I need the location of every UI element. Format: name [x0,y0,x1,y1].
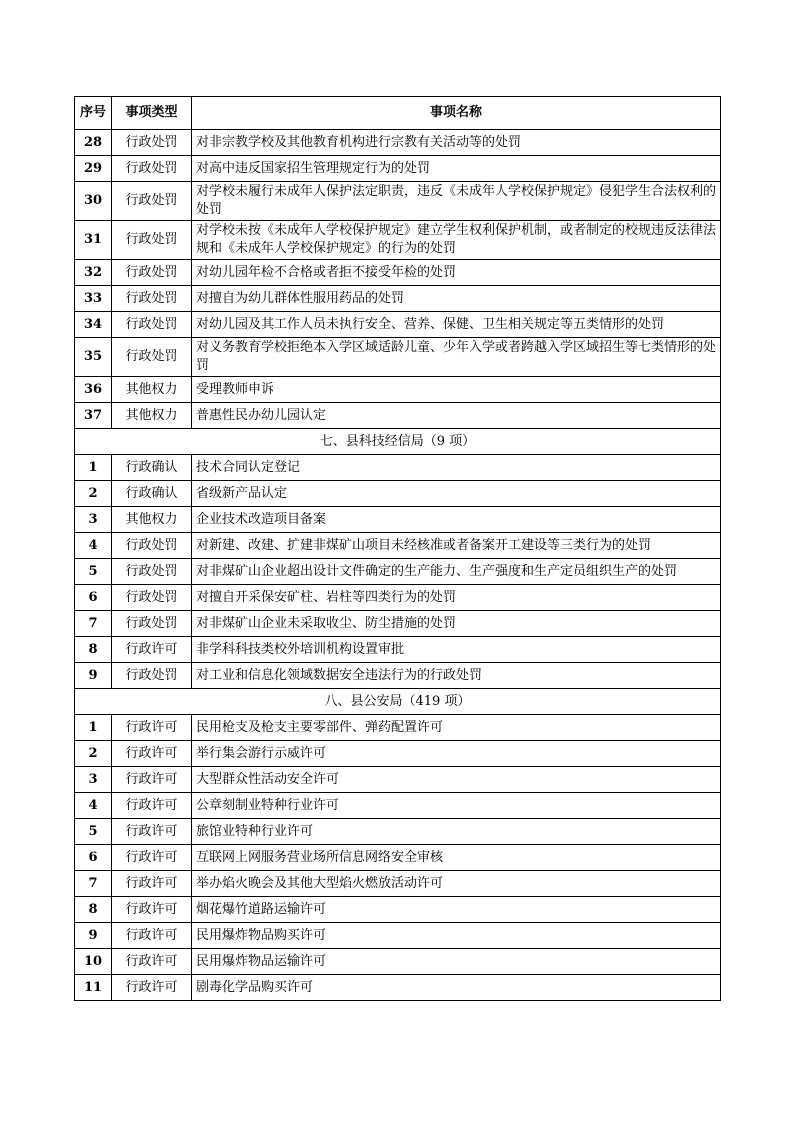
item-type: 行政处罚 [112,559,192,585]
item-name: 对非煤矿山企业超出设计文件确定的生产能力、生产强度和生产定员组织生产的处罚 [192,559,721,585]
table-row [75,377,721,403]
item-name: 企业技术改造项目备案 [192,507,721,533]
table-row [75,767,721,793]
item-type: 行政处罚 [112,182,192,221]
item-type: 行政处罚 [112,663,192,689]
row-number: 9 [75,663,112,689]
table-row [75,663,721,689]
table-row [75,975,721,1001]
row-number: 10 [75,949,112,975]
item-name: 对学校未履行未成年人保护法定职责，违反《未成年人学校保护规定》侵犯学生合法权利的处罚 [192,182,721,221]
item-name: 互联网上网服务营业场所信息网络安全审核 [192,845,721,871]
table-row [75,286,721,312]
table-row [75,637,721,663]
item-name: 烟花爆竹道路运输许可 [192,897,721,923]
item-type: 行政许可 [112,819,192,845]
item-type: 行政许可 [112,871,192,897]
item-name: 对幼儿园年检不合格或者拒不接受年检的处罚 [192,260,721,286]
item-name: 对义务教育学校拒绝本入学区域适龄儿童、少年入学或者跨越入学区域招生等七类情形的处罚 [192,338,721,377]
item-name: 对擅自开采保安矿柱、岩柱等四类行为的处罚 [192,585,721,611]
item-name: 剧毒化学品购买许可 [192,975,721,1001]
table-row [75,559,721,585]
item-name: 技术合同认定登记 [192,455,721,481]
row-number: 2 [75,741,112,767]
item-name: 对非煤矿山企业未采取收尘、防尘措施的处罚 [192,611,721,637]
table-row [75,260,721,286]
row-number: 5 [75,559,112,585]
item-name: 举行集会游行示威许可 [192,741,721,767]
table-row [75,819,721,845]
table-row [75,715,721,741]
item-type: 行政许可 [112,741,192,767]
item-type: 行政处罚 [112,156,192,182]
row-number: 1 [75,715,112,741]
row-number: 4 [75,793,112,819]
table-row [75,338,721,377]
header-no: 序号 [75,97,112,130]
item-type: 行政许可 [112,949,192,975]
table-row [75,741,721,767]
row-number: 34 [75,312,112,338]
row-number: 6 [75,585,112,611]
item-type: 其他权力 [112,507,192,533]
table-row [75,923,721,949]
row-number: 7 [75,871,112,897]
row-number: 7 [75,611,112,637]
row-number: 11 [75,975,112,1001]
item-name: 对工业和信息化领域数据安全违法行为的行政处罚 [192,663,721,689]
item-name: 举办焰火晚会及其他大型焰火燃放活动许可 [192,871,721,897]
table-row [75,507,721,533]
item-type: 行政处罚 [112,130,192,156]
header-name: 事项名称 [192,97,721,130]
row-number: 3 [75,767,112,793]
item-name: 对新建、改建、扩建非煤矿山项目未经核准或者备案开工建设等三类行为的处罚 [192,533,721,559]
row-number: 2 [75,481,112,507]
row-number: 37 [75,403,112,429]
item-type: 行政处罚 [112,312,192,338]
item-type: 行政许可 [112,715,192,741]
section-row [75,429,721,455]
table-row [75,871,721,897]
table-row [75,611,721,637]
table-row [75,949,721,975]
item-type: 行政处罚 [112,533,192,559]
row-number: 28 [75,130,112,156]
row-number: 30 [75,182,112,221]
power-list-table [74,96,721,1001]
item-type: 其他权力 [112,403,192,429]
item-name: 对学校未按《未成年人学校保护规定》建立学生权利保护机制，或者制定的校规违反法律法规和《未成年人学校保护规定》的行为的处罚 [192,221,721,260]
row-number: 6 [75,845,112,871]
item-type: 行政处罚 [112,611,192,637]
item-name: 普惠性民办幼儿园认定 [192,403,721,429]
table-row [75,182,721,221]
row-number: 35 [75,338,112,377]
item-name: 非学科科技类校外培训机构设置审批 [192,637,721,663]
row-number: 32 [75,260,112,286]
row-number: 36 [75,377,112,403]
section-title: 七、县科技经信局（9 项） [75,429,721,455]
item-name: 民用枪支及枪支主要零部件、弹药配置许可 [192,715,721,741]
row-number: 31 [75,221,112,260]
row-number: 8 [75,637,112,663]
item-type: 行政处罚 [112,260,192,286]
item-name: 对幼儿园及其工作人员未执行安全、营养、保健、卫生相关规定等五类情形的处罚 [192,312,721,338]
table-row [75,221,721,260]
item-type: 行政许可 [112,637,192,663]
item-name: 对擅自为幼儿群体性服用药品的处罚 [192,286,721,312]
item-name: 对非宗教学校及其他教育机构进行宗教有关活动等的处罚 [192,130,721,156]
table-row [75,455,721,481]
item-name: 省级新产品认定 [192,481,721,507]
item-name: 大型群众性活动安全许可 [192,767,721,793]
table-row [75,481,721,507]
item-type: 行政处罚 [112,585,192,611]
table-row [75,312,721,338]
table-row [75,845,721,871]
item-type: 行政处罚 [112,221,192,260]
row-number: 4 [75,533,112,559]
item-type: 行政处罚 [112,338,192,377]
item-type: 行政许可 [112,767,192,793]
row-number: 33 [75,286,112,312]
item-type: 行政确认 [112,481,192,507]
row-number: 29 [75,156,112,182]
row-number: 3 [75,507,112,533]
header-type: 事项类型 [112,97,192,130]
table-row [75,403,721,429]
table-row [75,793,721,819]
item-type: 行政许可 [112,975,192,1001]
section-row [75,689,721,715]
row-number: 5 [75,819,112,845]
item-name: 旅馆业特种行业许可 [192,819,721,845]
item-type: 行政处罚 [112,286,192,312]
section-title: 八、县公安局（419 项） [75,689,721,715]
table-row [75,533,721,559]
row-number: 8 [75,897,112,923]
item-name: 受理教师申诉 [192,377,721,403]
table-header-row [75,97,721,130]
item-name: 民用爆炸物品购买许可 [192,923,721,949]
item-type: 其他权力 [112,377,192,403]
item-type: 行政许可 [112,793,192,819]
table-row [75,897,721,923]
table-row [75,585,721,611]
row-number: 9 [75,923,112,949]
item-type: 行政许可 [112,923,192,949]
item-name: 对高中违反国家招生管理规定行为的处罚 [192,156,721,182]
item-type: 行政许可 [112,845,192,871]
row-number: 1 [75,455,112,481]
item-name: 民用爆炸物品运输许可 [192,949,721,975]
item-type: 行政确认 [112,455,192,481]
table-row [75,156,721,182]
table-row [75,130,721,156]
item-type: 行政许可 [112,897,192,923]
item-name: 公章刻制业特种行业许可 [192,793,721,819]
